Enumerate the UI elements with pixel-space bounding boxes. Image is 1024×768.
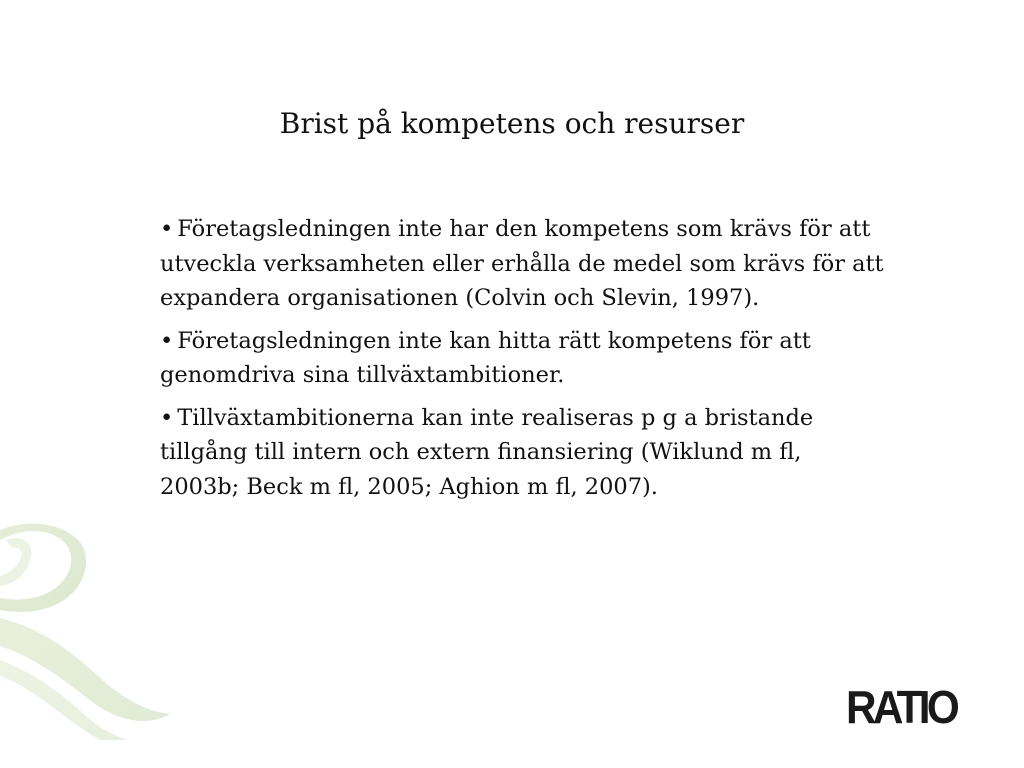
bullet-marker: • xyxy=(160,327,174,354)
bullet-item xyxy=(160,212,886,316)
bullet-item xyxy=(160,401,886,505)
bullet-marker: • xyxy=(160,404,174,431)
bullet-text: Företagsledningen inte kan hitta rätt kompetens för att genomdriva sina tillväxtambitioner. xyxy=(160,327,811,388)
bullet-item xyxy=(160,324,886,393)
ratio-logo: RATIO xyxy=(846,681,957,733)
bullet-text: Tillväxtambitionerna kan inte realiseras p g a bristande tillgång till intern och extern finansiering (Wiklund m fl, 2003b; Beck m fl, 2005; Aghion m fl, 2007). xyxy=(160,404,814,500)
bullet-text: Företagsledningen inte har den kompetens som krävs för att utveckla verksamheten eller erhålla de medel som krävs för att expandera organisationen (Colvin och Slevin, 1997). xyxy=(160,216,884,311)
slide-title: Brist på kompetens och resurser xyxy=(279,107,745,140)
bullet-list xyxy=(160,212,886,512)
ratio-r-watermark-icon xyxy=(0,500,180,740)
bullet-marker: • xyxy=(160,216,174,242)
